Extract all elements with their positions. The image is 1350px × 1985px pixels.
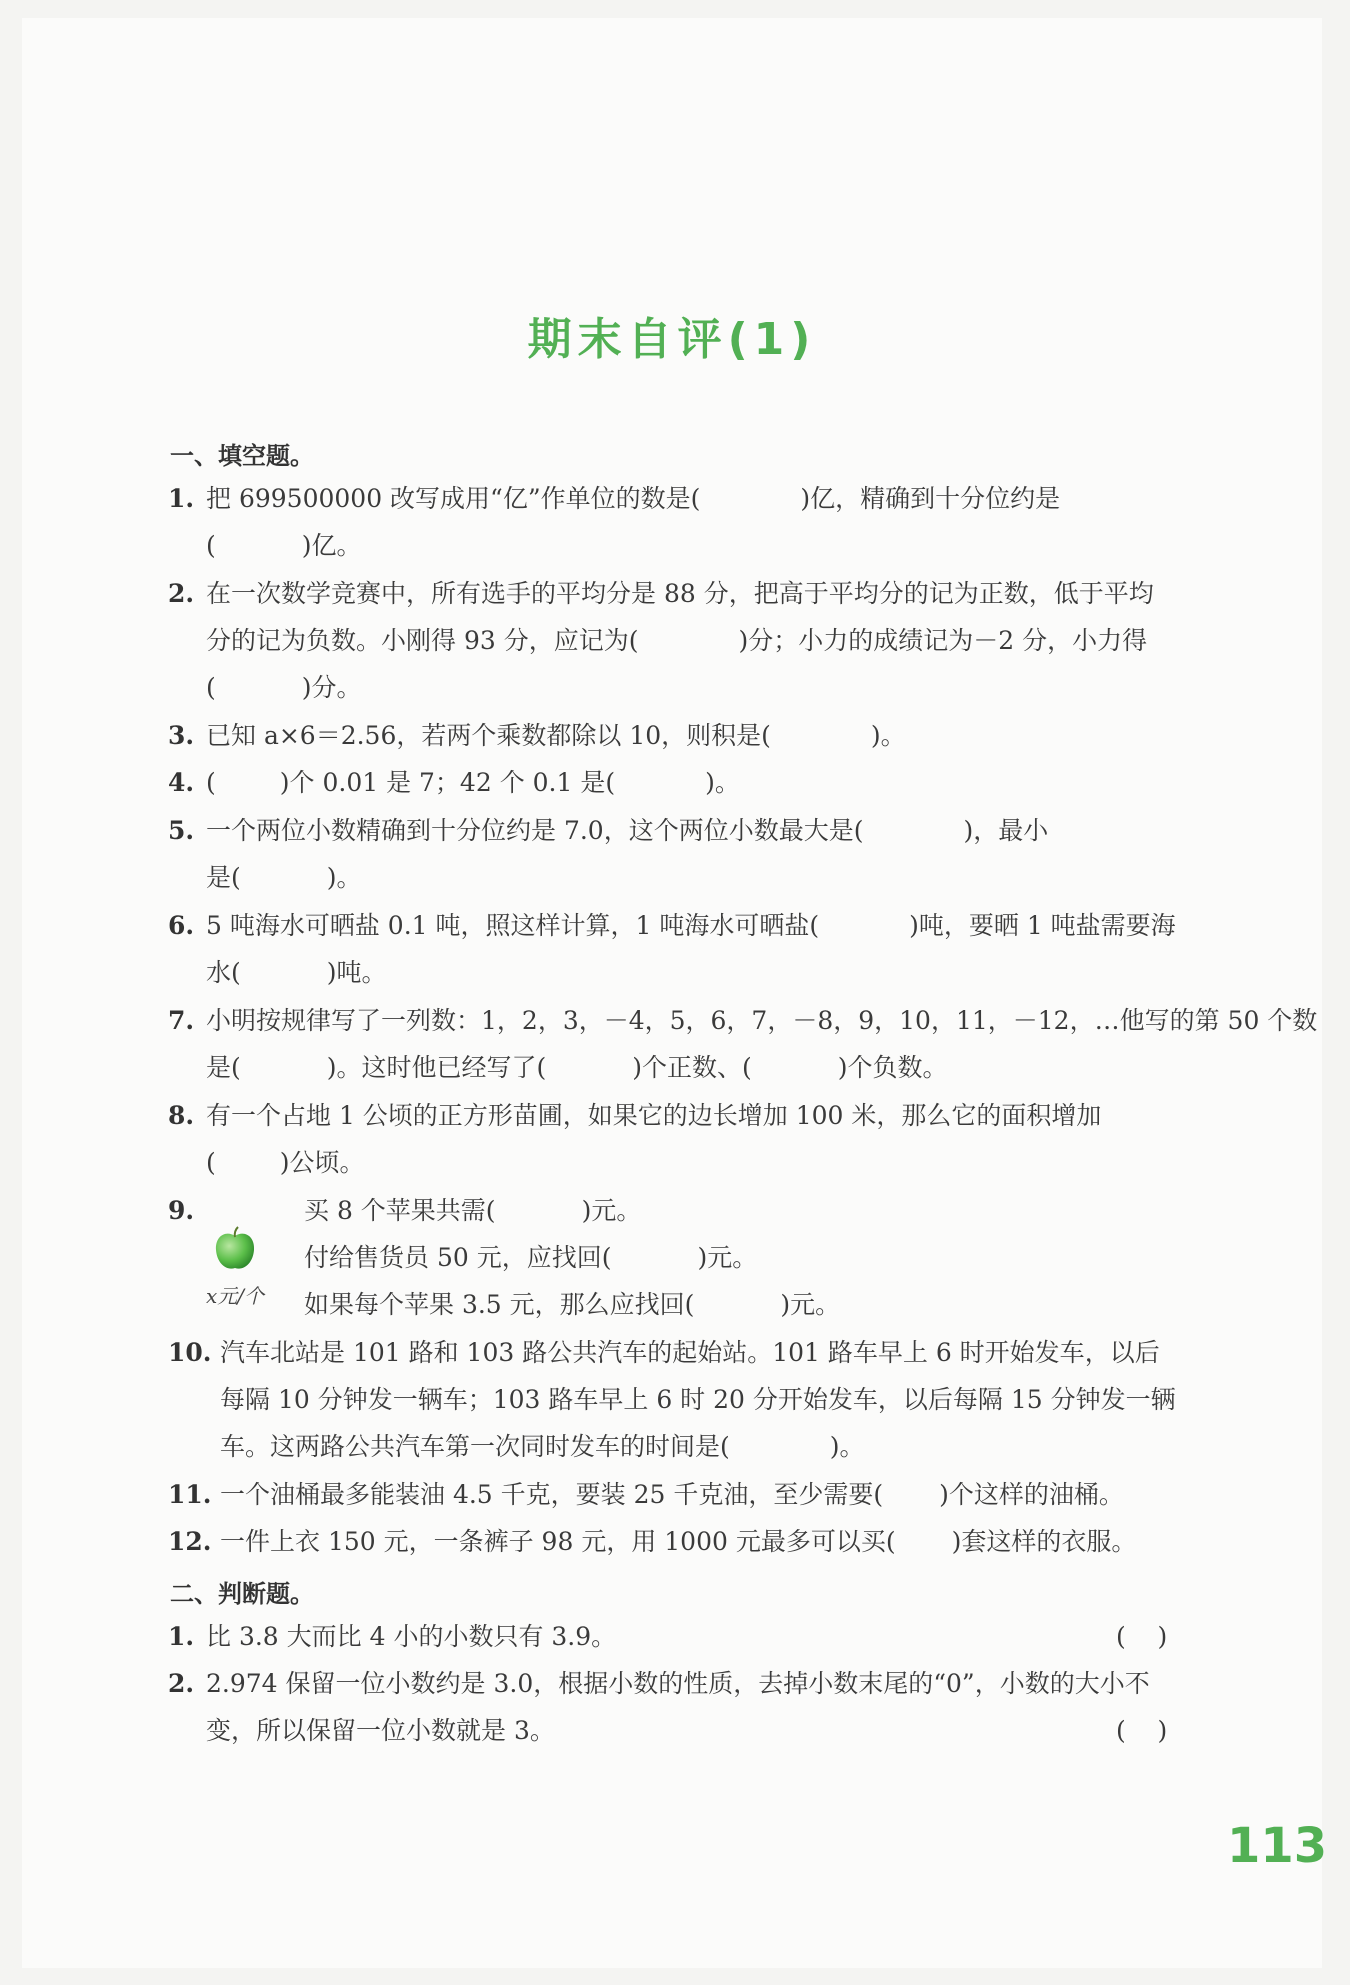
text: (: [206, 1148, 216, 1177]
section-heading-true-false: 二、判断题。: [170, 1580, 314, 1608]
page: [22, 18, 1328, 1968]
question-10-line-2: 每隔 10 分钟发一辆车；103 路车早上 6 时 20 分开始发车，以后每隔 15 分钟发一辆: [220, 1385, 1176, 1414]
question-number: 1.: [168, 1622, 195, 1651]
text: )亿。: [301, 531, 362, 560]
question-number: 11.: [168, 1480, 212, 1509]
question-8-line-1: 有一个占地 1 公顷的正方形苗圃，如果它的边长增加 100 米，那么它的面积增加: [206, 1101, 1102, 1130]
question-number: 5.: [168, 816, 195, 845]
text: (: [206, 768, 216, 797]
question-5-line-1: [206, 816, 1048, 846]
text: 分的记为负数。小刚得 93 分，应记为(: [206, 626, 639, 655]
text: )。这时他已经写了(: [326, 1053, 547, 1082]
judge-1-line-1: 比 3.8 大而比 4 小的小数只有 3.9。: [206, 1622, 617, 1651]
question-10-line-1: 汽车北站是 101 路和 103 路公共汽车的起始站。101 路车早上 6 时开始发车，以后: [220, 1338, 1160, 1367]
question-10-line-3: [220, 1432, 865, 1462]
question-6-line-1: [206, 911, 1176, 941]
question-number: 7.: [168, 1006, 195, 1035]
text: )套这样的衣服。: [951, 1527, 1137, 1556]
question-9-line-1: [304, 1196, 641, 1226]
page-title: 期末自评(1): [527, 314, 817, 365]
question-number: 12.: [168, 1527, 212, 1556]
text: )，最小: [963, 816, 1049, 845]
question-number: 10.: [168, 1338, 212, 1367]
question-number: 1.: [168, 484, 195, 513]
text: 一个油桶最多能装油 4.5 千克，要装 25 千克油，至少需要(: [220, 1480, 884, 1509]
text: )吨。: [326, 958, 387, 987]
question-7-line-2: [206, 1053, 948, 1083]
text: 已知 a×6＝2.56，若两个乘数都除以 10，则积是(: [206, 721, 771, 750]
judge-2-line-2: 变，所以保留一位小数就是 3。: [206, 1716, 555, 1745]
text: 5 吨海水可晒盐 0.1 吨，照这样计算，1 吨海水可晒盐(: [206, 911, 820, 940]
question-2-line-3: [206, 673, 362, 703]
question-12-line-1: [220, 1527, 1136, 1557]
text: )。: [705, 768, 740, 797]
text: 一件上衣 150 元，一条裤子 98 元，用 1000 元最多可以买(: [220, 1527, 896, 1556]
text: )分。: [301, 673, 362, 702]
question-1-line-1: [206, 484, 1060, 514]
question-6-line-2: [206, 958, 387, 988]
question-number: 9.: [168, 1196, 195, 1225]
text: 水(: [206, 958, 241, 987]
question-2-line-1: 在一次数学竞赛中，所有选手的平均分是 88 分，把高于平均分的记为正数，低于平均: [206, 579, 1154, 608]
question-number: 4.: [168, 768, 195, 797]
question-number: 2.: [168, 1669, 195, 1698]
text: 一个两位小数精确到十分位约是 7.0，这个两位小数最大是(: [206, 816, 864, 845]
question-number: 6.: [168, 911, 195, 940]
question-number: 2.: [168, 579, 195, 608]
text: )个正数、(: [632, 1053, 752, 1082]
question-5-line-2: [206, 863, 362, 893]
question-7-line-1: 小明按规律写了一列数：1，2，3，－4，5，6，7，－8，9，10，11，－12，…他写的第 50 个数: [206, 1006, 1318, 1035]
judge-answer-paren[interactable]: ( ): [1116, 1716, 1168, 1745]
section-heading-fill-blank: 一、填空题。: [170, 442, 314, 470]
text: 是(: [206, 1053, 241, 1082]
text: )。: [326, 863, 362, 892]
text: 买 8 个苹果共需(: [304, 1196, 496, 1225]
apple-price-label: x元/个: [206, 1284, 265, 1308]
text: (: [206, 531, 216, 560]
text: )公顷。: [279, 1148, 365, 1177]
text: 如果每个苹果 3.5 元，那么应找回(: [304, 1290, 695, 1319]
text: )个 0.01 是 7；42 个 0.1 是(: [279, 768, 616, 797]
text: )。: [829, 1432, 865, 1461]
apple-icon: [212, 1226, 258, 1272]
judge-2-line-1: 2.974 保留一位小数约是 3.0，根据小数的性质，去掉小数末尾的“0”，小数的大小不: [206, 1669, 1150, 1698]
text: (: [206, 673, 216, 702]
text: )个负数。: [837, 1053, 948, 1082]
question-9-line-3: [304, 1290, 840, 1320]
text: )元。: [780, 1290, 841, 1319]
text: 把 699500000 改写成用“亿”作单位的数是(: [206, 484, 701, 513]
question-3-line-1: [206, 721, 906, 751]
text: )个这样的油桶。: [939, 1480, 1124, 1509]
text: 付给售货员 50 元，应找回(: [304, 1243, 612, 1272]
question-number: 3.: [168, 721, 195, 750]
text: )元。: [581, 1196, 642, 1225]
question-4-line-1: [206, 768, 740, 798]
question-2-line-2: [206, 626, 1147, 656]
question-11-line-1: [220, 1480, 1124, 1510]
text: )吨，要晒 1 吨盐需要海: [909, 911, 1176, 940]
text: )分；小力的成绩记为－2 分，小力得: [738, 626, 1148, 655]
text: 车。这两路公共汽车第一次同时发车的时间是(: [220, 1432, 730, 1461]
text: )亿，精确到十分位约是: [800, 484, 1061, 513]
page-number: 113: [1227, 1818, 1328, 1874]
judge-answer-paren[interactable]: ( ): [1116, 1622, 1168, 1651]
question-1-line-2: [206, 531, 362, 561]
text: )元。: [697, 1243, 758, 1272]
question-8-line-2: [206, 1148, 365, 1178]
question-number: 8.: [168, 1101, 195, 1130]
text: 是(: [206, 863, 241, 892]
text: )。: [870, 721, 906, 750]
question-9-line-2: [304, 1243, 757, 1273]
